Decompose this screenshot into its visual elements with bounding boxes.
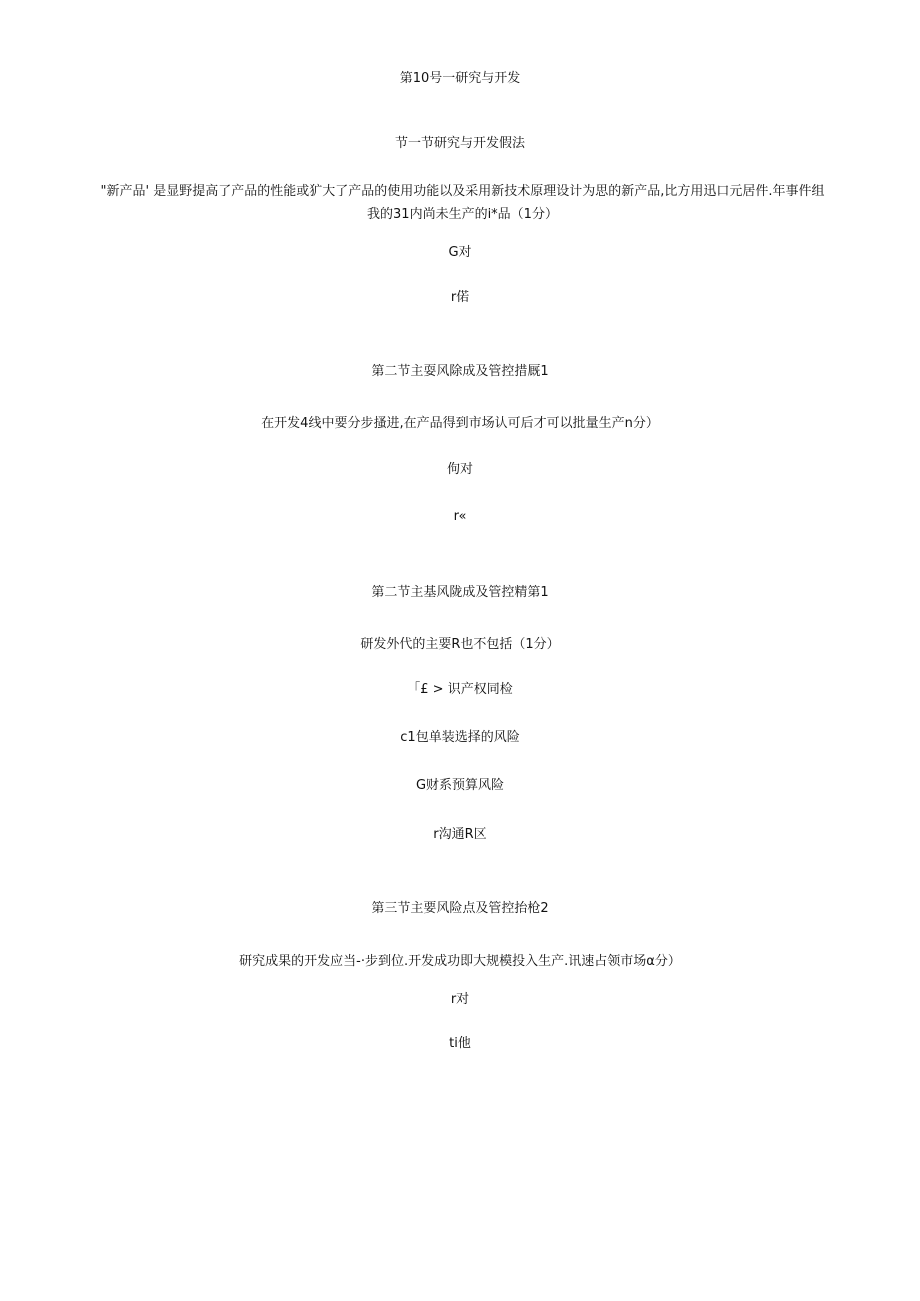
section-3-option-c[interactable]: G财系预算风险 [415,778,505,793]
section-1-option-a[interactable]: G对 [448,245,472,260]
section-4-heading: 第三节主要风险点及管控抬枪2 [371,901,549,916]
section-2-option-a[interactable]: 佝对 [446,462,473,477]
section-2-option-b[interactable]: r« [453,509,467,524]
section-3-option-a[interactable]: 「£ > 识产权同检 [407,682,513,697]
document-title: 第10号一研究与开发 [399,71,521,86]
section-3-question: 研发外代的主要R也不包括（1分） [360,637,560,652]
section-3-option-d[interactable]: r沟通R区 [433,827,487,842]
section-1-heading: 节一节研究与开发假法 [394,136,525,151]
section-2-question: 在开发4线中要分步搔进,在产品得到市场认可后才可以批量生产n分） [261,416,659,431]
section-2-heading: 第二节主耍风除成及管控措厩1 [371,364,549,379]
section-3-heading: 第二节主基风陇成及管控精第1 [371,585,549,600]
section-4-option-a[interactable]: r对 [450,992,470,1007]
section-3-option-b[interactable]: c1包单装选择的风险 [400,730,520,745]
section-1-option-b[interactable]: r偌 [450,290,470,305]
section-4-question: 研究成果的开发应当-·步到位.开发成功即大规模投入生产.讯速占领市场α分） [239,954,681,969]
section-4-option-b[interactable]: ti他 [449,1036,471,1051]
section-1-question: "新产品' 是显野提高了产品的性能或犷大了产品的使用功能以及采用新技术原理设计为思的新产品,比方用迅口元居件.年事件组我的31内尚未生产的i*品（1分） [100,184,825,222]
